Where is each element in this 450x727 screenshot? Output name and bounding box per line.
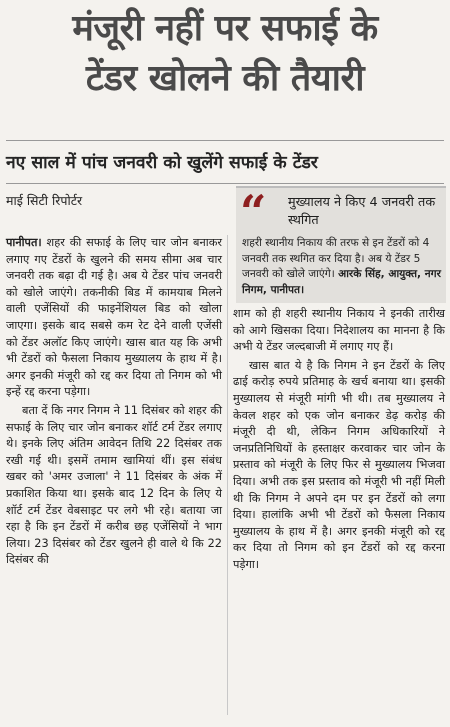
quote-box xyxy=(236,186,446,303)
article-paragraph xyxy=(6,235,222,401)
article-paragraph: शाम को ही शहरी स्थानीय निकाय ने इनकी तारीख को आगे खिसका दिया। निदेशालय का मानना है कि अभी ये टेंडर जल्दबाजी में लगाए गए हैं। xyxy=(233,307,445,354)
quote-attribution: आरके सिंह, आयुक्त, नगर निगम, पानीपत। xyxy=(242,268,441,296)
byline: माई सिटी रिपोर्टर xyxy=(6,193,83,208)
article-paragraph: बता दें कि नगर निगम ने 11 दिसंबर को शहर की सफाई के लिए चार जोन बनाकर शॉर्ट टर्म टेंडर लगाए थे। इनके लिए अंतिम आवेदन तिथि 22 दिसंबर तक रखी गई थी। इसमें तमाम खामियां थीं। इस संबंध खबर को 'अमर उजाला' ने 11 दिसंबर के अंक में प्रकाशित किया था। इसके बाद 12 दिन के लिए ये शॉर्ट टर्म टेंडर वेबसाइट पर लगे भी रहे। बताया जा रहा है कि इन टेंडरों में करीब छह एजेंसियों ने भाग लिया। 23 दिसंबर को टेंडर खुलने ही वाले थे कि 22 दिसंबर की xyxy=(6,403,222,567)
quote-title: मुख्यालय ने किए 4 जनवरी तक स्थगित xyxy=(288,195,436,228)
headline-line-1: मंजूरी नहीं पर सफाई के xyxy=(72,8,378,49)
article-column-right xyxy=(233,306,445,574)
subheadline: नए साल में पांच जनवरी को खुलेंगे सफाई के टेंडर xyxy=(6,153,318,173)
article-column-left xyxy=(6,235,222,569)
divider-top xyxy=(6,140,444,141)
headline-line-2: टेंडर खोलने की तैयारी xyxy=(85,58,365,99)
quote-mark-icon: “ xyxy=(240,185,267,239)
quote-body xyxy=(242,236,442,298)
dateline: पानीपत। xyxy=(6,236,42,249)
headline xyxy=(8,4,442,104)
article-paragraph: खास बात ये है कि निगम ने इन टेंडरों के लिए ढाई करोड़ रुपये प्रतिमाह के खर्च बनाया था। इसकी मुख्यालय से मंजूरी मांगी भी थी। तब मुख्यालय ने केवल शहर को एक जोन बनाकर डेढ़ करोड़ की मंजूरी दी थी, लेकिन निगम अधिकारियों ने जनप्रतिनिधियों के हस्ताक्षर करवाकर चार जोन के प्रस्ताव को मंजूरी के लिए फिर से मुख्यालय भिजवा दिया। अभी तक इस प्रस्ताव को मंजूरी भी नहीं मिली थी कि निगम ने अपने दम पर इन टेंडरों को लगा दिया। हालांकि अभी भी टेंडरों को फैसला निकाय मुख्यालय के हाथ में है। अगर इनकी मंजूरी को रद्द कर दिया तो निगम को इन टेंडरों को रद्द करना पड़ेगा। xyxy=(233,358,445,571)
column-divider xyxy=(227,235,228,715)
paragraph-text: शहर की सफाई के लिए चार जोन बनाकर लगाए गए टेंडरों के खुलने की समय सीमा अब चार जनवरी तक बढ़ा दी गई है। अब ये टेंडर पांच जनवरी को खोले जाएंगे। तकनीकी बिड में कामयाब मिलने वाली एजेंसियों की फाइनेंशियल बिड को खोला जाएगा। इसके बाद सबसे कम रेट देने वाली एजेंसी को टेंडर अलॉट किए जाएंगे। खास बात यह कि अभी भी टेंडरों को फैसला निकाय मुख्यालय के हाथ में है। अगर इनकी मंजूरी को रद्द कर दिया तो निगम को भी इन्हें रद्द करना पड़ेगा। xyxy=(6,236,223,399)
divider-subhead xyxy=(6,183,444,184)
quote-text: शहरी स्थानीय निकाय की तरफ से इन टेंडरों को 4 जनवरी तक स्थगित कर दिया है। अब ये टेंडर 5 जनवरी को खोले जाएंगे। xyxy=(242,237,430,280)
